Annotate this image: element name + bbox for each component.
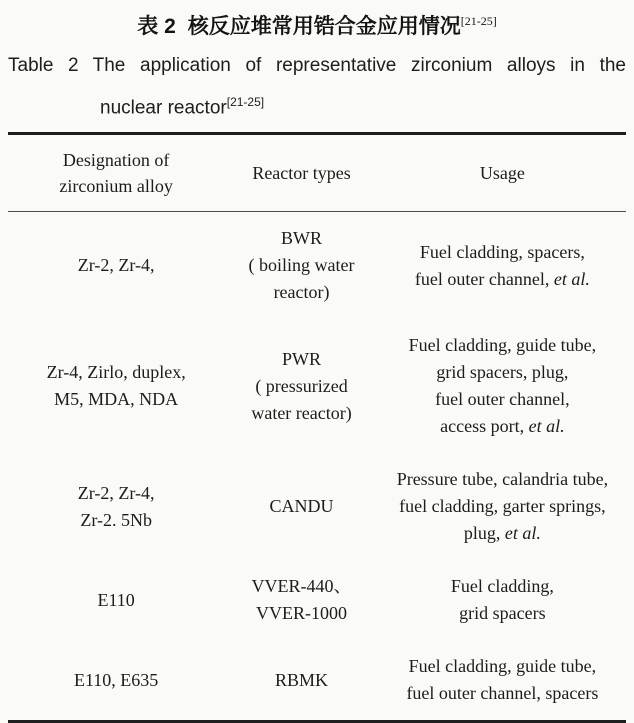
chinese-title-reference: [21-25] [460, 14, 497, 28]
text: RBMK [275, 669, 329, 690]
text: grid spacers [459, 603, 546, 624]
cell-line [226, 225, 377, 252]
cell-line [381, 520, 624, 547]
text: Pressure tube, calandria tube, [396, 469, 609, 490]
cell-line [10, 386, 222, 413]
text: Fuel cladding, guide tube, [408, 656, 597, 677]
text: ( pressurized [255, 375, 348, 396]
column-header-line: Reactor types [252, 163, 351, 184]
cell-line [10, 359, 222, 386]
text: grid spacers, plug, [436, 362, 569, 383]
table-row [8, 453, 626, 560]
text: CANDU [269, 496, 334, 517]
cell-line [10, 507, 222, 534]
text: fuel outer channel, [435, 389, 570, 410]
table-row [8, 560, 626, 640]
table-title-chinese [8, 6, 626, 42]
zirconium-alloy-table [8, 132, 626, 723]
table-row [8, 212, 626, 320]
english-title-text-continued: nuclear reactor [100, 97, 227, 119]
cell-line [10, 667, 222, 694]
table-header [8, 134, 626, 212]
header-row [8, 134, 626, 212]
english-title-text: The application of representative zirconium alloys in the [92, 55, 626, 76]
italic-text: et al. [553, 268, 590, 289]
chinese-title-text: 核反应堆常用锆合金应用情况 [187, 15, 461, 38]
text: E110 [97, 589, 135, 610]
text: fuel outer channel, spacers [406, 683, 599, 704]
cell-alloy [8, 560, 224, 640]
cell-line [226, 252, 377, 279]
text: Fuel cladding, spacers, [419, 241, 585, 262]
cell-usage [379, 560, 626, 640]
cell-line [381, 680, 624, 707]
cell-usage [379, 453, 626, 560]
column-header-line: Designation of [62, 150, 170, 171]
cell-line [381, 332, 624, 359]
cell-line [381, 600, 624, 627]
text: Fuel cladding, guide tube, [408, 335, 597, 356]
cell-alloy [8, 319, 224, 453]
text: plug, [463, 523, 505, 544]
cell-reactor [224, 212, 379, 320]
cell-reactor [224, 319, 379, 453]
cell-line [226, 279, 377, 306]
text: fuel outer channel, [414, 268, 554, 289]
text: Zr-4, Zirlo, duplex, [46, 362, 186, 383]
column-header-usage [379, 134, 626, 212]
text: water reactor) [251, 402, 352, 423]
column-header-reactor-types [224, 134, 379, 212]
text: Zr-2. 5Nb [80, 509, 152, 530]
italic-text: et al. [528, 416, 565, 437]
text: reactor) [273, 282, 330, 303]
chinese-title-label: 表 2 [137, 15, 176, 38]
text: Zr-2, Zr-4, [77, 255, 155, 276]
text: PWR [282, 348, 322, 369]
column-header-line: zirconium alloy [59, 176, 173, 197]
cell-usage [379, 212, 626, 320]
cell-alloy [8, 640, 224, 722]
cell-usage [379, 319, 626, 453]
cell-line [10, 480, 222, 507]
cell-line [381, 386, 624, 413]
text: ( boiling water [248, 255, 355, 276]
cell-line [226, 573, 377, 600]
cell-line [226, 600, 377, 627]
table-body [8, 212, 626, 722]
cell-reactor [224, 560, 379, 640]
english-title-line2 [8, 88, 626, 122]
cell-line [381, 266, 624, 293]
text: M5, MDA, NDA [54, 389, 179, 410]
column-header-line: Usage [479, 163, 525, 184]
cell-line [226, 667, 377, 694]
cell-line [381, 493, 624, 520]
cell-alloy [8, 453, 224, 560]
cell-line [381, 413, 624, 440]
cell-reactor [224, 640, 379, 722]
text: VVER-1000 [256, 603, 348, 624]
cell-line [381, 573, 624, 600]
table-title-english [8, 51, 626, 122]
text: fuel cladding, garter springs, [399, 496, 606, 517]
text: VVER-440、 [251, 576, 352, 597]
text: E110, E635 [73, 669, 159, 690]
cell-line [381, 466, 624, 493]
cell-line [226, 400, 377, 427]
english-title-line1 [8, 51, 626, 80]
table-row [8, 640, 626, 722]
cell-line [226, 493, 377, 520]
text: BWR [281, 228, 323, 249]
column-header-designation [8, 134, 224, 212]
english-title-reference: [21-25] [226, 95, 265, 109]
italic-text: et al. [504, 523, 541, 544]
cell-alloy [8, 212, 224, 320]
cell-line [381, 359, 624, 386]
cell-line [381, 653, 624, 680]
cell-line [226, 346, 377, 373]
table-row [8, 319, 626, 453]
cell-line [381, 239, 624, 266]
text: access port, [440, 416, 529, 437]
cell-line [10, 252, 222, 279]
cell-line [226, 373, 377, 400]
cell-reactor [224, 453, 379, 560]
text: Fuel cladding, [450, 576, 554, 597]
cell-line [10, 587, 222, 614]
text: Zr-2, Zr-4, [77, 482, 155, 503]
english-title-label: Table 2 [8, 55, 79, 76]
cell-usage [379, 640, 626, 722]
